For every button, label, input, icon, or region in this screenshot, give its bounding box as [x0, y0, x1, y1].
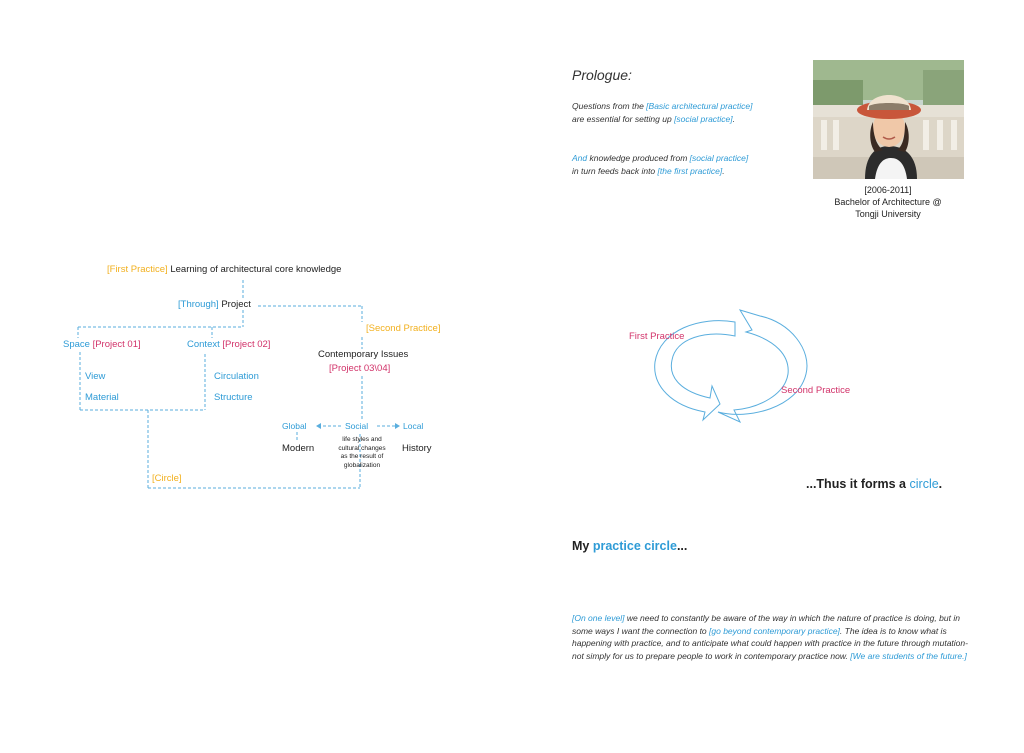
context-label: Context: [187, 339, 220, 350]
bottom-paragraph: [572, 612, 968, 662]
circle-tag: [Circle]: [152, 473, 182, 484]
bottom-span: [On one level]: [572, 613, 625, 623]
my-circle-suffix: ...: [676, 539, 688, 553]
thus-heading: [806, 477, 942, 491]
social-note-line: cultural changes: [338, 444, 386, 452]
caption-school: Tongji University: [855, 209, 921, 219]
my-circle-highlight: practice circle: [592, 539, 677, 553]
thus-prefix: ...Thus it forms a: [806, 477, 910, 491]
prologue-p2-span: in turn feeds back into: [572, 165, 658, 176]
history-label: History: [402, 443, 432, 454]
thus-suffix: .: [938, 477, 943, 491]
bottom-span: . The idea is to know what is happening with practice, and to anticipate what could happen with practice in the future through mutation-not simply for us to prepare people to work in contemporary practice now.: [572, 625, 968, 661]
global-label: Global: [282, 421, 307, 431]
prologue-p2-span: And: [572, 153, 588, 163]
project-label: Project: [221, 299, 251, 310]
modern-label: Modern: [282, 443, 315, 454]
project02-tag: [Project 02]: [222, 339, 271, 350]
project01-tag: [Project 01]: [92, 339, 141, 350]
prologue-title: Prologue:: [572, 67, 632, 83]
project0304-tag: [Project 03\04]: [329, 363, 391, 374]
prologue-p1-span: Questions from the: [572, 101, 647, 111]
social-note-line: globalization: [343, 461, 381, 469]
prologue-p1-span: .: [732, 113, 736, 124]
prologue-p1-span: [social practice]: [674, 113, 733, 124]
first-practice-text: Learning of architectural core knowledge: [170, 264, 342, 275]
social-note-line: life styles and: [342, 436, 382, 443]
thus-highlight: circle: [909, 477, 939, 491]
my-circle-prefix: My: [572, 539, 593, 553]
prologue-p1-span: [Basic architectural practice]: [646, 101, 753, 111]
contemporary-issues-label: Contemporary Issues: [318, 349, 409, 360]
prologue-p2-span: knowledge produced from: [587, 153, 690, 163]
circulation-label: Circulation: [214, 371, 259, 382]
prologue-p1-span: are essential for setting up: [572, 113, 675, 124]
bottom-span: [We are students of the future.]: [850, 650, 967, 661]
social-note-line: as the result of: [340, 453, 384, 460]
structure-label: Structure: [214, 392, 253, 403]
social-label: Social: [345, 421, 369, 431]
my-circle-heading: [572, 539, 687, 553]
view-label: View: [85, 371, 106, 382]
caption-years: [2006-2011]: [864, 185, 912, 195]
prologue-p2-span: [the first practice]: [657, 165, 723, 176]
bottom-span: [go beyond contemporary practice]: [709, 625, 840, 636]
prologue-p2-span: .: [722, 165, 725, 176]
cycle-second-practice-label: Second Practice: [781, 385, 851, 396]
through-tag: [Through]: [178, 299, 219, 310]
caption-degree: Bachelor of Architecture @: [834, 197, 942, 207]
space-label: Space: [63, 339, 90, 350]
local-label: Local: [403, 421, 424, 431]
prologue-p2-span: [social practice]: [689, 153, 749, 163]
second-practice-tag: [Second Practice]: [366, 323, 441, 334]
bottom-span: we need to constantly be aware of the way in which the nature of practice is doing, but in some ways I want the connection to: [572, 613, 960, 636]
first-practice-tag: [First Practice]: [107, 264, 168, 275]
material-label: Material: [85, 392, 119, 403]
cycle-first-practice-label: First Practice: [629, 331, 685, 342]
